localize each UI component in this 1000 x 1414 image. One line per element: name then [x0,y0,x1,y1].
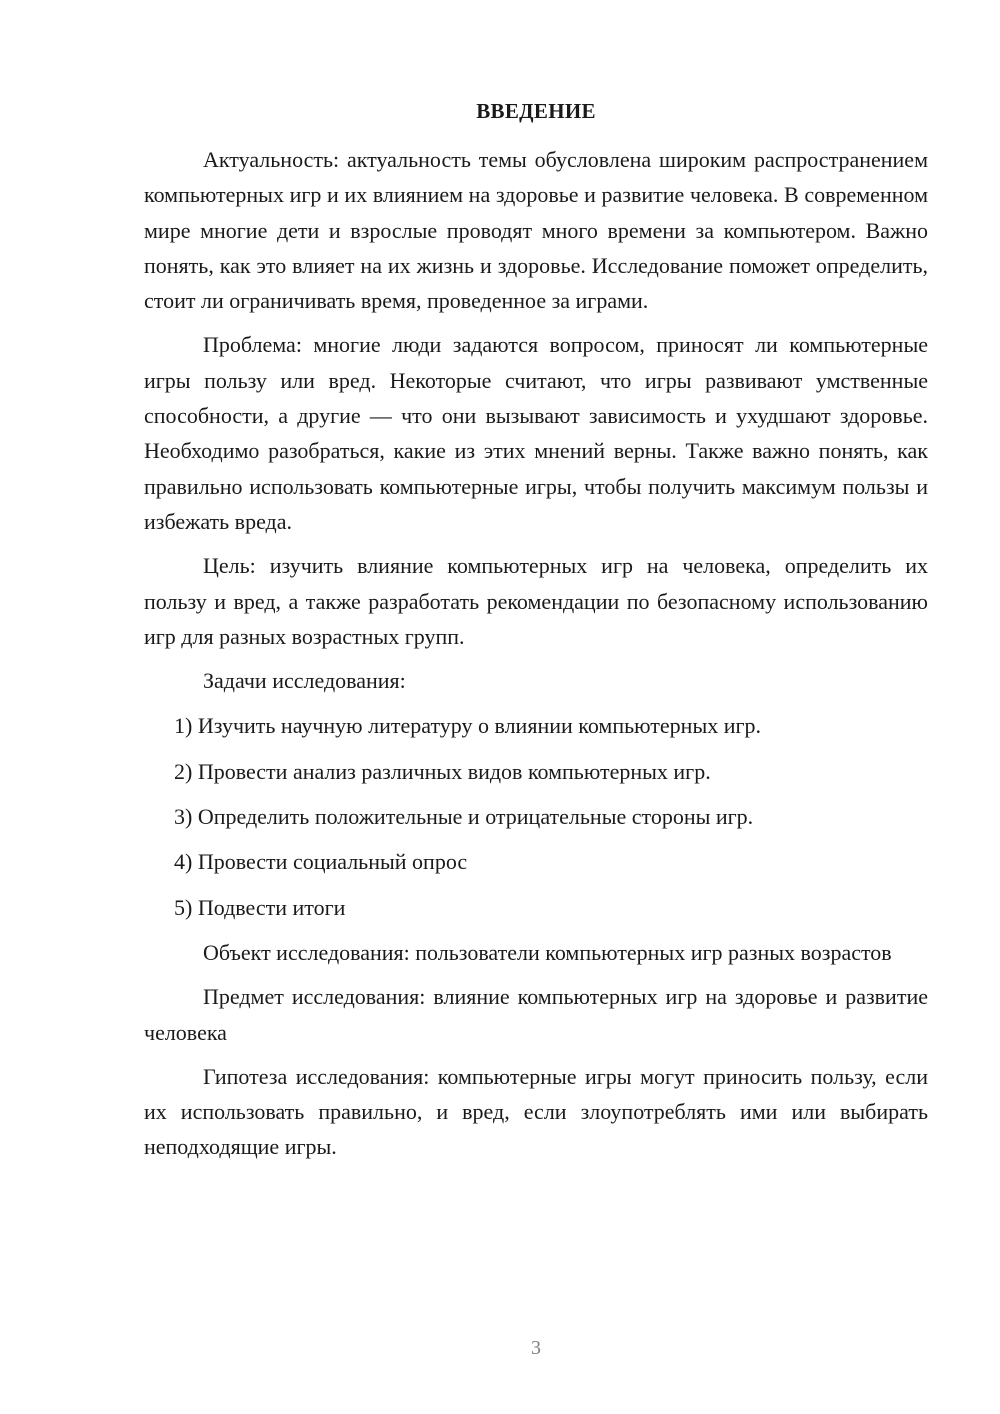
subject-paragraph: Предмет исследования: влияние компьютерных игр на здоровье и развитие человека [144,984,928,1045]
page-title: ВВЕДЕНИЕ [476,99,596,123]
task-item: 5) Подвести итоги [174,894,346,920]
relevance-paragraph: Актуальность: актуальность темы обусловлена широким распространением компьютерных игр и их влиянием на здоровье и развитие человека. В современном мире многие дети и взрослые проводят много времени за компьютером. Важно понять, как это влияет на их жизнь и здоровье. Исследование поможет определить, стоит ли ограничивать время, проведенное за играми. [144,147,928,314]
goal-paragraph: Цель: изучить влияние компьютерных игр на человека, определить их пользу и вред, а также разработать рекомендации по безопасному использованию игр для разных возрастных групп. [144,553,928,649]
task-item: 4) Провести социальный опрос [174,849,468,875]
problem-paragraph: Проблема: многие люди задаются вопросом, приносят ли компьютерные игры пользу или вред. Некоторые считают, что игры развивают умственные способности, а другие — что они вызывают зависимость и ухудшают здоровье. Необходимо разобраться, какие из этих мнений верны. Также важно понять, как правильно использовать компьютерные игры, чтобы получить максимум пользы и избежать вреда. [144,332,928,534]
task-item: 1) Изучить научную литературу о влиянии компьютерных игр. [174,713,762,739]
tasks-intro: Задачи исследования: [203,668,406,694]
page-number: 3 [531,1337,541,1359]
document-body [144,142,928,1174]
hypothesis-paragraph: Гипотеза исследования: компьютерные игры могут приносить пользу, если их использовать правильно, и вред, если злоупотреблять ими или выбирать неподходящие игры. [144,1063,928,1160]
object-paragraph: Объект исследования: пользователи компьютерных игр разных возрастов [203,939,892,965]
task-item: 3) Определить положительные и отрицательные стороны игр. [174,804,754,830]
task-item: 2) Провести анализ различных видов компьютерных игр. [174,758,711,784]
tasks-list [144,708,928,924]
